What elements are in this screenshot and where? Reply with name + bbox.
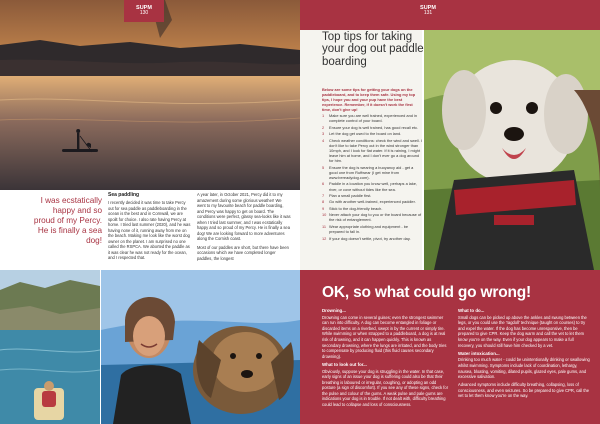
folio-page-number: 131 bbox=[423, 10, 433, 17]
tip-item bbox=[322, 165, 422, 180]
tip-item bbox=[322, 212, 422, 222]
selfie-with-dog-photo bbox=[101, 270, 300, 424]
paragraph: Most of our paddles are short, but there have been occasions which we have completed longer paddles, the longest bbox=[197, 244, 289, 261]
paragraph: Obviously, suppose your dog is struggling in the water. In that case, early signs of an issue your dog is suffering could also be that their breathing is laboured or irregular, coughing, or adopting an odd posture (a sign of discomfort). If you see any of these signs, check for the pulse and colour of the gums. A weak pulse and pale gums are indications your dog is in trouble. If not dealt with, difficulty breathing could lead to collapse and loss of consciousness. bbox=[322, 368, 449, 407]
tip-text: Ensure your dog is well trained, has good recall etc. bbox=[329, 124, 419, 130]
tip-item bbox=[322, 199, 422, 204]
paragraph: I recently decided it was time to take Percy out for sea paddle as paddleboarding in the ocean is the best and in Cornwall, we are spoilt for choice. I also rate having Percy at home. I tried last summer (2020), and he was having none of it, running away from me on the beach. Making me look like the worst dog owner on the planet. I am surprised no one called the RSPCA. We aborted the paddle as it was clear he was not ready for the ocean, and I respected that. bbox=[108, 200, 191, 261]
tip-text: Let the dog get used to the board on land. bbox=[329, 131, 402, 137]
tip-item bbox=[322, 206, 422, 211]
tip-text: Paddle in a location you know well, perhaps a lake, river, or cove without tides like the sea. bbox=[329, 181, 418, 192]
tip-number: 2 bbox=[322, 124, 325, 130]
warning-column-1 bbox=[322, 306, 450, 410]
pull-quote: I was ecstatically happy and so proud of my Percy. He is finally a sea dog! bbox=[33, 196, 102, 245]
right-page bbox=[300, 0, 600, 424]
dog-lifejacket-photo bbox=[424, 30, 600, 270]
left-photo-strip bbox=[0, 270, 300, 424]
tips-list bbox=[322, 113, 422, 242]
tip-text: Plan a small paddle first. bbox=[329, 192, 372, 198]
tip-number: 6 bbox=[322, 181, 325, 187]
paragraph: A year later, in October 2021, Percy did it to my amazement during some glorious weather! We went to my favourite beach for paddle boarding, and Percy was happy to get on board. The conditions were perfect, glassy sea-looks like it was when I tried last summer, and I was ecstatically happy and so proud of my Percy. He is finally a sea dog! We are looking forward to more adventures along the Cornish coast. bbox=[197, 192, 291, 242]
tip-item bbox=[322, 113, 422, 123]
tip-text: Never attach your dog to you or the board because of the risk of entanglement. bbox=[329, 212, 422, 223]
folio-magazine: SUPM bbox=[420, 5, 436, 11]
article-column-1 bbox=[108, 192, 192, 264]
tip-text: If your dog doesn't settle, pivot, try another day. bbox=[329, 235, 411, 241]
tip-item bbox=[322, 224, 422, 234]
subsection-heading: What to look out for... bbox=[322, 361, 367, 367]
tip-text: Stick to the dog-friendly beach. bbox=[329, 205, 383, 211]
tip-item bbox=[322, 181, 422, 191]
tips-title: Top tips for taking your dog out paddle boarding bbox=[322, 31, 424, 68]
article-column-2 bbox=[197, 192, 291, 264]
folio-right bbox=[408, 0, 448, 22]
tip-number: 4 bbox=[322, 137, 325, 143]
paragraph: Drowning can come in several guises; even the strongest swimmer can run into difficulty. A dog can become entangled in foliage or discarded items on a riverbed, swept in by the current or simply tire. While swimming or when strapped to a paddleboard, a dog is at real risk of drowning, and it can happen quickly. This is known as secondary drowning, where the lungs are irritated, and the body tries to compensate by producing fluid (this fluid causes secondary drowning). bbox=[322, 314, 447, 359]
warning-heading: OK, so what could go wrong! bbox=[322, 284, 532, 301]
subsection-heading: Drowning... bbox=[322, 308, 346, 313]
tip-item bbox=[322, 138, 422, 164]
tip-item bbox=[322, 131, 422, 136]
tip-item bbox=[322, 125, 422, 130]
tip-text: Go with another well-trained, experienced paddler. bbox=[329, 199, 416, 205]
paragraph: Small dogs can be picked up above the ankles and swung between the legs, or you could use the 'ragdoll' technique (taught on courses) to try and expel the water. If the dog has become unresponsive, then be prepared to give CPR. Keep the dog warm and call the vet to let them know you're on the way. Even if your dog appears to make a full recovery, you should still have him checked by a vet. bbox=[458, 314, 587, 348]
subsection-heading: Water intoxication... bbox=[458, 350, 500, 356]
warning-section bbox=[300, 270, 600, 424]
top-accent-strip bbox=[300, 0, 600, 30]
tip-number: 7 bbox=[322, 192, 325, 198]
warning-column-2 bbox=[458, 306, 590, 401]
cliff-paddle-photo bbox=[0, 270, 100, 424]
tip-text: Make sure you are well trained, experienced and in complete control of your board. bbox=[329, 113, 418, 124]
tip-item bbox=[322, 193, 422, 198]
tip-number: 10 bbox=[322, 212, 327, 218]
paragraph: Advanced symptoms include difficulty breathing, collapsing, loss of consciousness, and even seizures. So be prepared to give CPR, call the vet to let them know you're on the way. bbox=[458, 382, 590, 399]
tip-item bbox=[322, 236, 422, 241]
tip-number: 9 bbox=[322, 205, 325, 211]
tip-number: 3 bbox=[322, 131, 325, 137]
tip-number: 1 bbox=[322, 113, 325, 118]
tip-number: 11 bbox=[322, 223, 327, 229]
tips-intro: Below are some tips for getting your dogs on the paddleboard, and to keep them safe. Using my top tips, I hope you and your pup have the best experience. Remember, if it doesn't work the first time, don't give up! bbox=[322, 87, 416, 113]
paragraph: Drinking too much water - could be unintentionally drinking or swallowing whilst swimming. Symptoms include lack of coordination, lethargy, nausea, bloating, vomiting, dilated pupils, glazed eyes, pale gums, and excessive salivation. bbox=[458, 357, 590, 380]
section-heading: Sea paddling bbox=[108, 192, 140, 198]
tip-number: 8 bbox=[322, 199, 325, 205]
folio-left bbox=[124, 0, 164, 22]
tip-text: Ensure the dog is wearing a buoyancy aid - get a good one from Ruffwear (I get mine from www.bereadydog.com). bbox=[329, 164, 414, 180]
lake-sunset-photo bbox=[0, 0, 300, 190]
tip-number: 12 bbox=[322, 235, 327, 241]
tip-number: 5 bbox=[322, 164, 325, 170]
tip-text: Check weather conditions: check the wind and swell. I don't like to take Percy out in the wind stronger than 10mph, and I look for flat water. If it is raining, I might leave him at home, and I don't ever go a dog around for him. bbox=[329, 137, 422, 164]
folio-magazine: SUPM bbox=[136, 5, 152, 11]
tip-text: Wear appropriate clothing and equipment - be prepared to fall in. bbox=[329, 223, 409, 235]
subsection-heading: What to do... bbox=[458, 308, 485, 313]
folio-page-number: 130 bbox=[139, 10, 149, 17]
